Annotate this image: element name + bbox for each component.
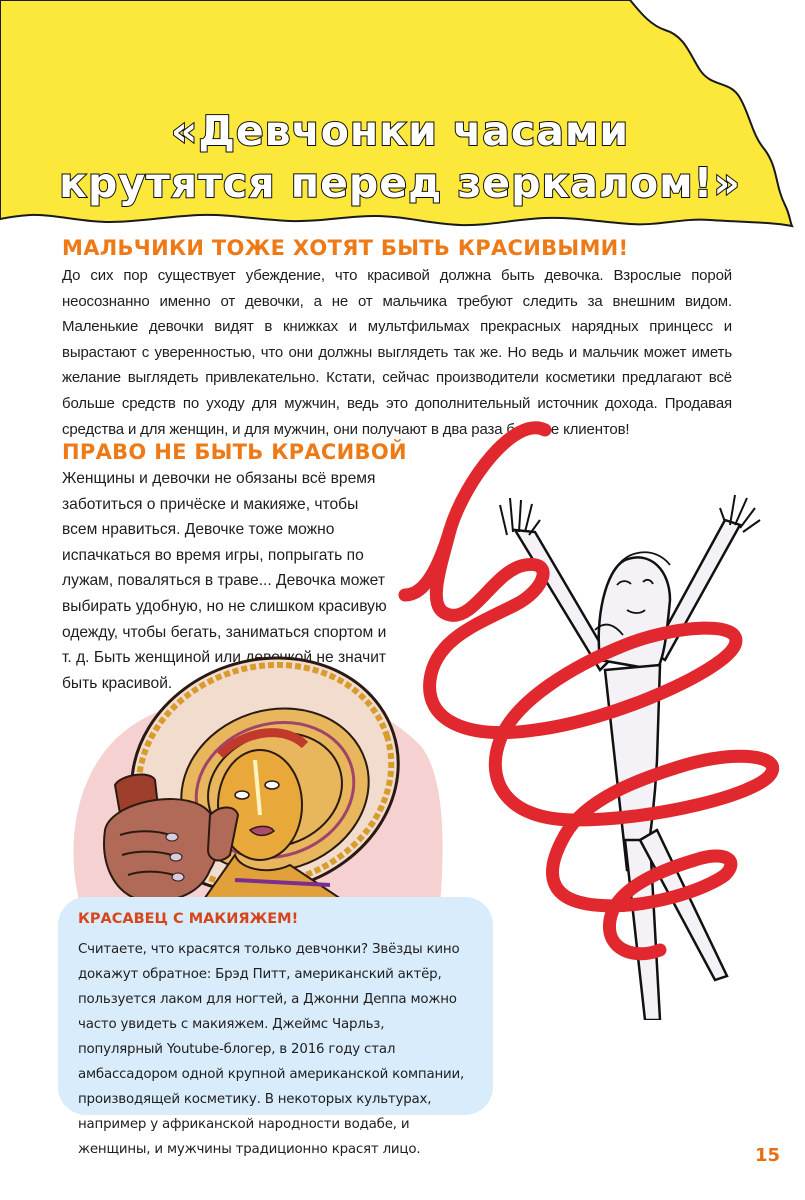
title-line-2: крутятся перед зеркалом!» xyxy=(59,159,741,208)
page-title xyxy=(40,105,760,209)
section-heading-right-not-beautiful: ПРАВО НЕ БЫТЬ КРАСИВОЙ xyxy=(62,440,407,464)
section-body-boys: До сих пор существует убеждение, что красивой должна быть девочка. Взрослые порой неосознанно именно от девочки, а не от мальчика требуют следить за внешним видом. Маленькие девочки видят в книжках и мультфильмах прекрасных нарядных принцесс и вырастают с уверенностью, что они должны выглядеть так же. Но ведь и мальчик может иметь желание выглядеть привлекательно. Кстати, сейчас производители косметики предлагают всё больше средств по уходу для мужчин, ведь это дополнительный источник дохода. Продавая средства и для женщин, и для мужчин, они получают в два раза больше клиентов! xyxy=(62,267,732,438)
info-box-title: КРАСАВЕЦ С МАКИЯЖЕМ! xyxy=(78,911,299,927)
info-box-makeup-men xyxy=(58,897,493,1157)
section-heading-boys: МАЛЬЧИКИ ТОЖЕ ХОТЯТ БЫТЬ КРАСИВЫМИ! xyxy=(62,236,629,260)
title-line-1: «Девчонки часами xyxy=(170,107,630,156)
woman-mirror-illustration xyxy=(60,655,445,905)
page-number: 15 xyxy=(755,1145,781,1166)
info-box-text: Считаете, что красятся только девчонки? Звёзды кино докажут обратное: Брэд Питт, американский актёр, пользуется лаком для ногтей, а Джонни Деппа можно часто увидеть с макияжем. Джеймс Чарльз, популярный Youtube-блогер, в 2016 году стал амбассадором одной крупной американской компании, производящей косметику. В некоторых культурах, например у африканской народности водабе, и женщины, и мужчины традиционно красят лицо. xyxy=(78,942,465,1157)
section-body-right-not-beautiful: Женщины и девочки не обязаны всё время заботиться о причёске и макияже, чтобы всем нравиться. Девочке тоже можно испачкаться во время игры, попрыгать по лужам, поваляться в траве... Девочка может выбирать удобную, но не слишком красивую одежду, чтобы бегать, заниматься спортом и т. д. Быть женщиной или девочкой не значит быть красивой. xyxy=(62,470,387,692)
